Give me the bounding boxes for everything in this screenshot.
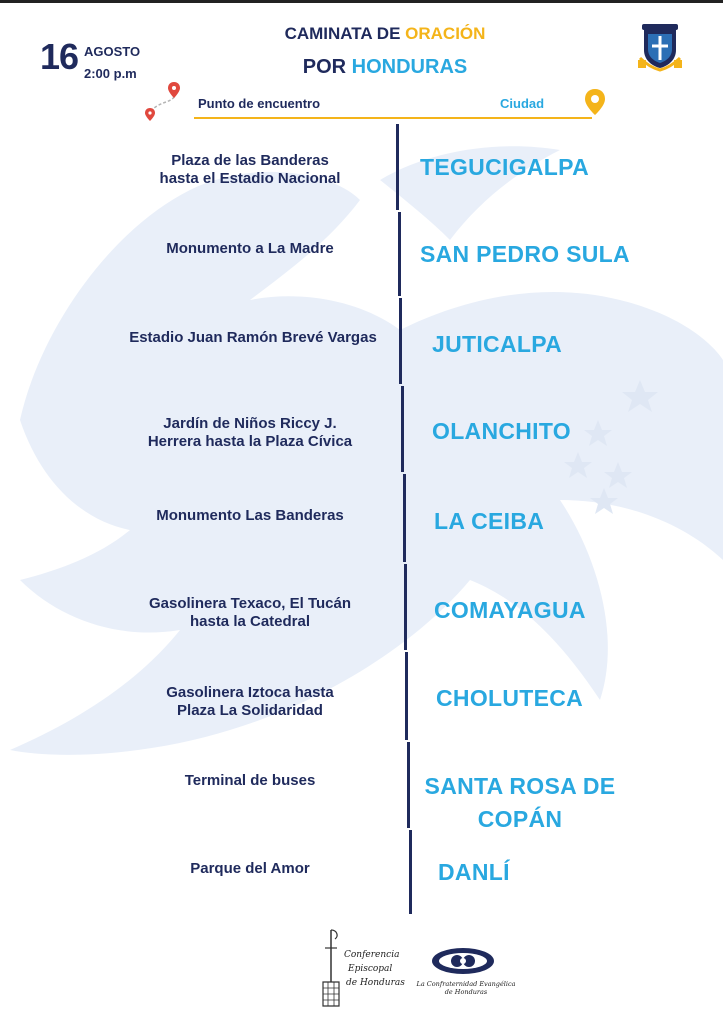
city-name: SANTA ROSA DE COPÁN [424,773,616,832]
city-name: TEGUCIGALPA [420,154,589,180]
meeting-point: Monumento Las Banderas [156,507,344,524]
meeting-point: Monumento a La Madre [166,240,334,257]
route-icon [142,80,192,124]
city-name: LA CEIBA [434,508,545,534]
meeting-point: Plaza de las Banderas hasta el Estadio Nacional [159,152,341,187]
title-line-2 [0,56,723,79]
title-line-2-accent: HONDURAS [351,56,468,78]
title-line-2-main: POR [302,56,352,78]
city-name: OLANCHITO [432,418,571,444]
city-name: COMAYAGUA [434,597,586,623]
city-name: DANLÍ [438,859,510,885]
cep-line-2: Episcopal [348,964,393,974]
column-header-meeting-point: Punto de encuentro [198,96,321,111]
date-day: 16 [40,36,79,77]
location-pin-icon [584,88,606,116]
seal-logo-icon [636,20,684,72]
date-month: AGOSTO [84,44,141,59]
title-line-1 [0,24,723,44]
meeting-point: Gasolinera Iztoca hasta Plaza La Solidaridad [166,684,334,719]
meeting-point: Estadio Juan Ramón Brevé Vargas [129,329,377,346]
meeting-point: Terminal de buses [184,772,316,789]
column-header-city: Ciudad [500,96,545,111]
date-time: 2:00 p.m [84,66,137,81]
cep-line-1: Conferencia [344,950,400,960]
title-line-1-accent: ORACIÓN [405,24,486,43]
ceh-logo-icon [430,946,496,976]
city-name: CHOLUTECA [436,685,584,711]
cep-line-3: de Honduras [346,978,405,988]
ceh-line-1: La Confraternidad Evangélica [416,980,516,988]
meeting-point: Jardín de Niños Riccy J. Herrera hasta la Plaza Cívica [147,415,353,450]
meeting-point: Gasolinera Texaco, El Tucán hasta la Catedral [148,595,352,630]
crosier-logo-icon [318,928,344,1008]
ceh-line-2: de Honduras [444,988,488,996]
cep-wordmark [344,948,405,990]
meeting-point: Parque del Amor [190,860,310,877]
footer-logos [0,922,723,1012]
title-line-1-main: CAMINATA DE [284,24,406,43]
header-underline [194,117,592,119]
city-name: SAN PEDRO SULA [420,241,630,267]
ceh-wordmark [416,980,516,996]
city-name: JUTICALPA [432,331,563,357]
